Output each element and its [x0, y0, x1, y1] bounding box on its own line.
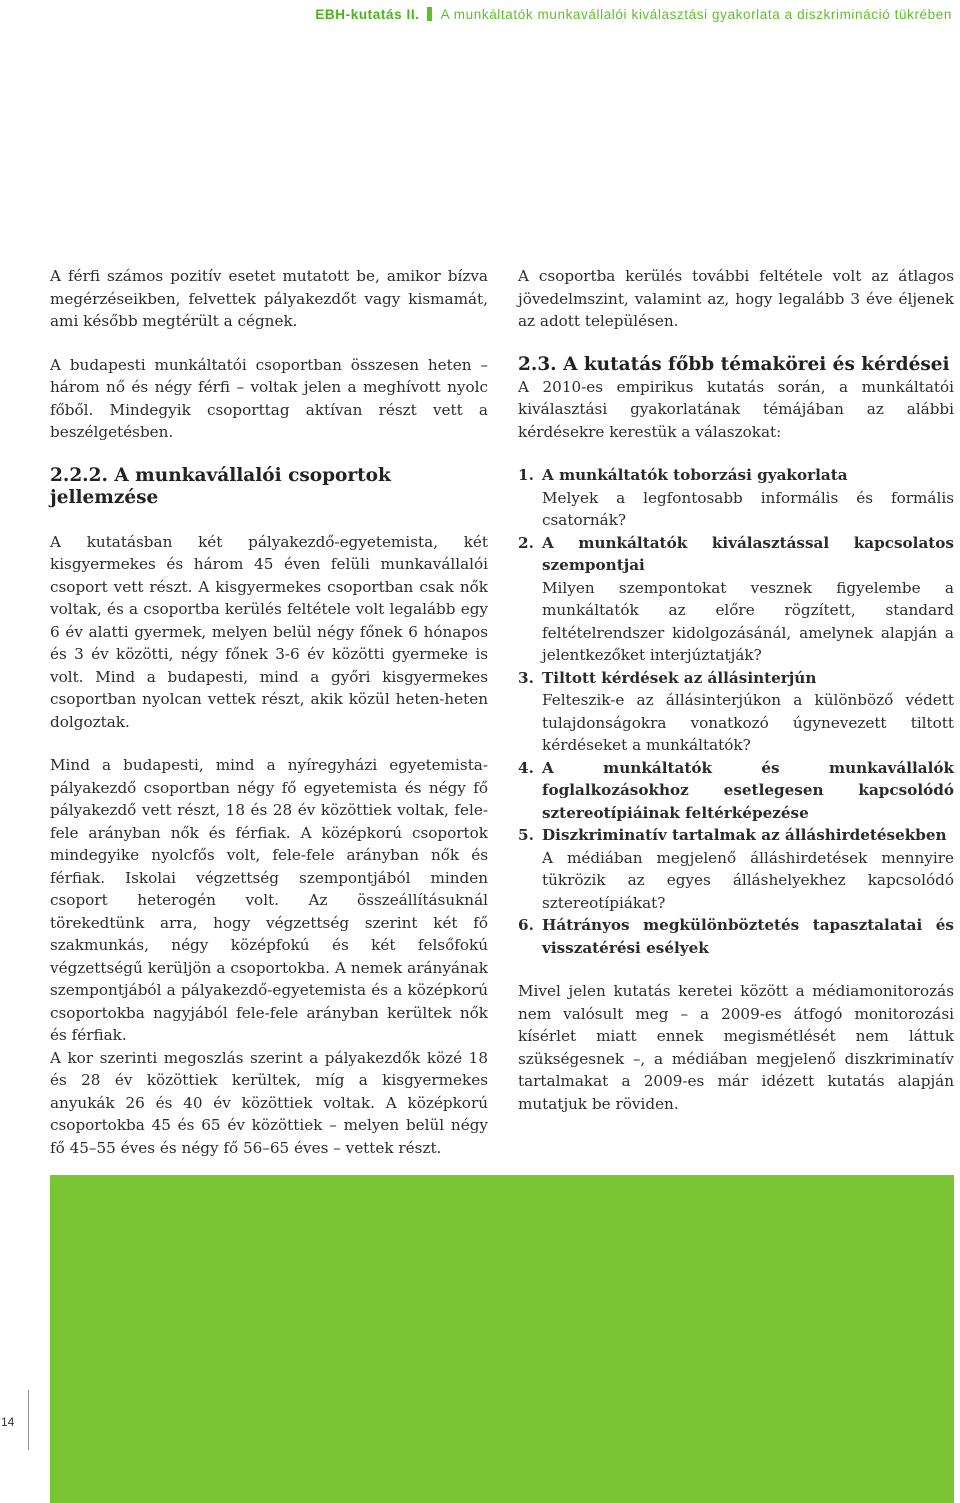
paragraph: A férfi számos pozitív esetet mutatott be, amikor bízva megérzéseikben, felvettek pályakezdőt vagy kismamát, ami később megtérült a cégnek. [50, 267, 488, 330]
list-item: 2. A munkáltatók kiválasztással kapcsolatos szempontjai Milyen szempontokat vesznek figyelembe a munkáltatók az előre rögzített, standard feltételrendszer kidolgozásánál, amelynek alapján a jelentkezőket interjúztatják? [518, 533, 954, 664]
left-column [50, 265, 488, 1159]
paragraph: A budapesti munkáltatói csoportban összesen heten – három nő és négy férfi – voltak jelen a meghívott nyolc főből. Mindegyik csoporttag aktívan részt vett a beszélgetésben. [50, 355, 488, 441]
list-item: 6. Hátrányos megkülönböztetés tapasztalatai és visszatérési esélyek [518, 916, 954, 957]
paragraph: A kor szerinti megoszlás szerint a pályakezdők közé 18 és 28 év közöttiek kerültek, míg a kisgyermekes anyukák 26 és 40 év közöttiek voltak. A középkorú csoportokba 45 és 65 év közöttiek – melyen belül négy fő 45–55 éves és négy fő 56–65 éves – vettek részt. [50, 1048, 488, 1157]
header-divider [427, 7, 432, 21]
list-item: 4. A munkáltatók és munkavállalók foglalkozásokhoz esetlegesen kapcsolódó sztereotípiáinak feltérképezése [518, 758, 954, 822]
paragraph: A 2010-es empirikus kutatás során, a munkáltatói kiválasztási gyakorlatának témájában az alábbi kérdésekre kerestük a válaszokat: [518, 377, 954, 441]
paragraph: A csoportba kerülés további feltétele volt az átlagos jövedelmszint, valamint az, hogy legalább 3 éve éljenek az adott településen. [518, 267, 954, 330]
green-panel [50, 1175, 954, 1503]
list-item: 1. A munkáltatók toborzási gyakorlata Melyek a legfontosabb informális és formális csatornák? [518, 466, 954, 529]
report-name: EBH-kutatás II. [315, 7, 420, 22]
paragraph: Mivel jelen kutatás keretei között a médiamonitorozás nem valósult meg – a 2009-es átfogó monitorozási kísérlet miatt ennek megismétlését nem láttuk szükségesnek –, a médiában megjelenő diszkriminatív tartalmakat a 2009-es már idézett kutatás alapján mutatjuk be röviden. [518, 982, 954, 1113]
right-column [518, 265, 954, 1115]
list-item: 5. Diszkriminatív tartalmak az álláshirdetésekben A médiában megjelenő álláshirdetések mennyire tükrözik az egyes álláshelyekhez kapcsolódó sztereotípiákat? [518, 826, 954, 912]
section-heading: 2.3. A kutatás főbb témakörei és kérdései [518, 353, 950, 375]
list-item: 3. Tiltott kérdések az állásinterjún Felteszik-e az állásinterjúkon a különböző védett tulajdonságokra vonatkozó úgynevezett tiltott kérdéseket a munkáltatók? [518, 668, 954, 754]
report-title: A munkáltatók munkavállalói kiválasztási gyakorlata a diszkrimináció tükrében [440, 7, 952, 22]
page-number: 14 [1, 1415, 15, 1429]
running-header [315, 7, 952, 22]
question-list [518, 464, 954, 959]
paragraph: Mind a budapesti, mind a nyíregyházi egyetemista-pályakezdő csoportban négy fő egyetemista és négy fő pályakezdő vett részt, 18 és 28 év közöttiek voltak, fele-fele arányban nők és férfiak. A középkorú csoportok mindegyike nyolcfős volt, fele-fele arányban nők és férfiak. Iskolai végzettség szempontjából minden csoport heterogén volt. Az összeállításuknál törekedtünk arra, hogy végzettség szerint két fő szakmunkás, négy középfokú és két felsőfokú végzettségű kerüljön a csoportokba. A nemek arányának szempontjából a pályakezdő-egyetemista és a középkorú csoportokba nagyjából fele-fele arányban kerültek nők és férfiak. [50, 756, 488, 1044]
section-heading: 2.2.2. A munkavállalói csoportok jellemzése [50, 464, 391, 508]
paragraph: A kutatásban két pályakezdő-egyetemista, két kisgyermekes és három 45 éven felüli munkavállalói csoport vett részt. A kisgyermekes csoportban csak nők voltak, és a csoportba kerülés feltétele volt legalább egy 6 év alatti gyermek, melyen belül négy főnek 6 hónapos és 3 év közötti, négy főnek 3-6 év közötti gyermeke is volt. Mind a budapesti, mind a győri kisgyermekes csoportban nyolcan vettek részt, akik közül heten-heten dolgoztak. [50, 532, 488, 731]
